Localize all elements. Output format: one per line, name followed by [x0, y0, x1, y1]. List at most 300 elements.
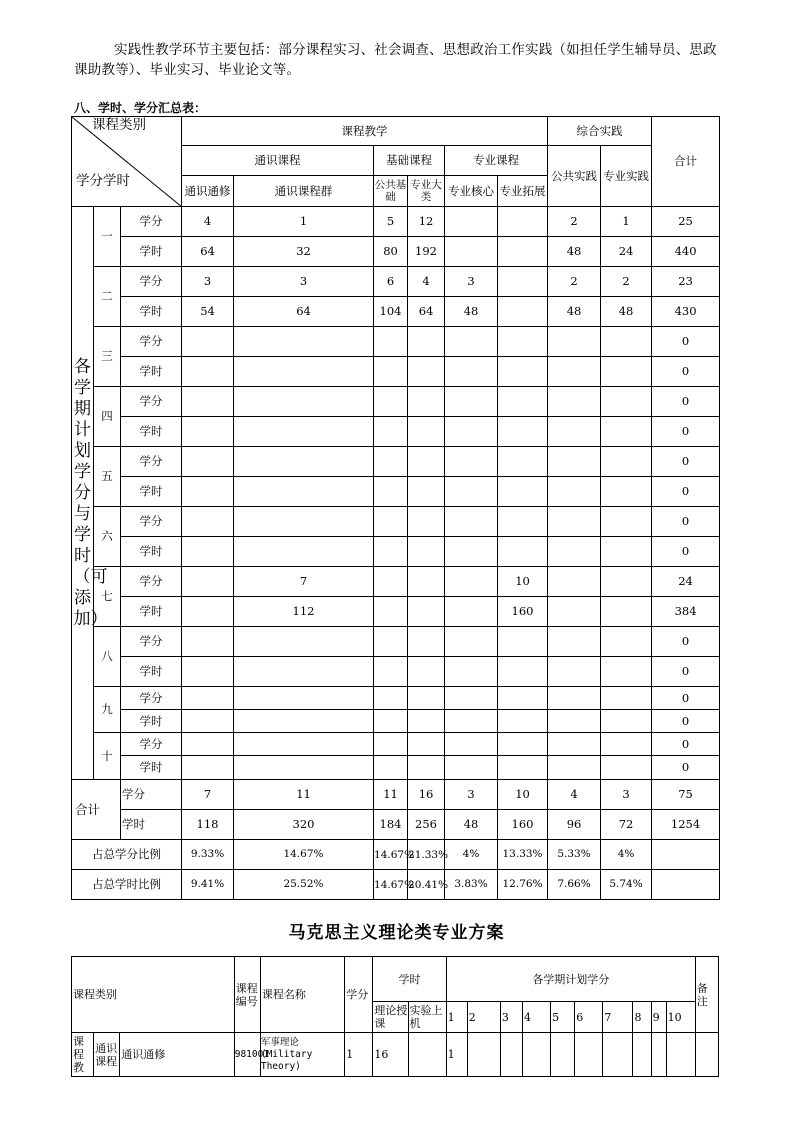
total-cell-major-category: 16	[408, 780, 445, 810]
semester-name: 一	[94, 207, 121, 267]
cell-public-practice	[548, 477, 601, 507]
ratio-cell-total	[652, 840, 720, 870]
header-public-practice: 公共实践	[548, 146, 601, 207]
ratio-cell-public-practice: 5.33%	[548, 840, 601, 870]
plan-remark	[695, 1033, 718, 1077]
cell-total: 0	[652, 687, 720, 710]
cell-general-required	[182, 567, 234, 597]
cell-total: 384	[652, 597, 720, 627]
cell-general-group: 112	[234, 597, 374, 627]
hour-ratio-label: 占总学时比例	[72, 870, 182, 900]
cell-major-category	[408, 417, 445, 447]
ratio-cell-major-extend: 13.33%	[498, 840, 548, 870]
cell-total: 23	[652, 267, 720, 297]
cell-public-practice	[548, 417, 601, 447]
cell-public-practice	[548, 387, 601, 417]
cell-public-basic	[374, 327, 408, 357]
credit-label: 学分	[121, 207, 182, 237]
cell-general-required	[182, 733, 234, 756]
cell-public-basic: 5	[374, 207, 408, 237]
cell-major-category	[408, 327, 445, 357]
cell-major-practice	[601, 657, 652, 687]
semester-name: 八	[94, 627, 121, 687]
plan-cat3: 通识通修	[120, 1033, 235, 1077]
credit-ratio-row	[72, 840, 720, 870]
header-general-courses: 通识课程	[182, 146, 374, 176]
cell-total: 0	[652, 733, 720, 756]
cell-public-practice	[548, 657, 601, 687]
semester-3-hour-row	[72, 357, 720, 387]
side-label-cell	[72, 207, 108, 780]
cell-major-category: 192	[408, 237, 445, 267]
cell-total: 0	[652, 627, 720, 657]
cell-general-group	[234, 327, 374, 357]
cell-general-required: 64	[182, 237, 234, 267]
hour-label: 学时	[121, 810, 182, 840]
plan-semester-1: 1	[446, 1002, 467, 1033]
header-course-teaching: 课程教学	[182, 117, 548, 146]
header-general-required: 通识通修	[182, 176, 234, 207]
total-hour-row	[72, 810, 720, 840]
total-cell-major-core: 48	[445, 810, 498, 840]
cell-general-required	[182, 756, 234, 780]
plan-credit: 1	[345, 1033, 373, 1077]
cell-general-group	[234, 627, 374, 657]
cell-public-basic: 6	[374, 267, 408, 297]
cell-major-core	[445, 507, 498, 537]
cell-major-category: 12	[408, 207, 445, 237]
cell-major-category: 64	[408, 297, 445, 327]
semester-name: 二	[94, 267, 121, 327]
cell-general-group	[234, 657, 374, 687]
cell-major-core	[445, 627, 498, 657]
credit-label: 学分	[121, 567, 182, 597]
plan-s7	[603, 1033, 633, 1077]
cell-general-required	[182, 417, 234, 447]
cell-major-extend	[498, 733, 548, 756]
ratio-cell-major-category: 21.33%	[408, 840, 445, 870]
plan-header-hours: 学时	[373, 957, 446, 1002]
total-cell-total: 1254	[652, 810, 720, 840]
ratio-cell-major-core: 4%	[445, 840, 498, 870]
cell-general-group: 7	[234, 567, 374, 597]
cell-public-basic	[374, 447, 408, 477]
total-cell-general-required: 118	[182, 810, 234, 840]
cell-public-basic	[374, 477, 408, 507]
ratio-cell-public-practice: 7.66%	[548, 870, 601, 900]
cell-major-extend	[498, 507, 548, 537]
hour-label: 学时	[121, 657, 182, 687]
header-basic-courses: 基础课程	[374, 146, 445, 176]
cell-major-extend: 160	[498, 597, 548, 627]
header-major-category: 专业大类	[408, 176, 445, 207]
plan-header-credit: 学分	[345, 957, 373, 1033]
semester-8-credit-row	[72, 627, 720, 657]
cell-public-practice	[548, 733, 601, 756]
summary-table	[71, 116, 720, 900]
cell-major-category	[408, 507, 445, 537]
cell-public-practice	[548, 537, 601, 567]
semester-6-credit-row	[72, 507, 720, 537]
ratio-cell-public-basic: 14.67%	[374, 840, 408, 870]
cell-general-group	[234, 417, 374, 447]
semester-name: 十	[94, 733, 121, 780]
cell-major-practice	[601, 417, 652, 447]
cell-total: 0	[652, 537, 720, 567]
cell-total: 440	[652, 237, 720, 267]
ratio-cell-major-practice: 4%	[601, 840, 652, 870]
cell-major-extend	[498, 710, 548, 733]
cell-major-core	[445, 477, 498, 507]
plan-semester-5: 5	[551, 1002, 575, 1033]
cell-major-core	[445, 537, 498, 567]
cell-major-core	[445, 237, 498, 267]
cell-public-basic	[374, 657, 408, 687]
semester-5-credit-row	[72, 447, 720, 477]
cell-major-practice	[601, 627, 652, 657]
semester-9-credit-row	[72, 687, 720, 710]
cell-public-basic	[374, 597, 408, 627]
hour-label: 学时	[121, 477, 182, 507]
credit-label: 学分	[121, 387, 182, 417]
cell-total: 0	[652, 447, 720, 477]
cell-total: 0	[652, 327, 720, 357]
cell-major-core	[445, 387, 498, 417]
ratio-cell-general-required: 9.33%	[182, 840, 234, 870]
ratio-cell-public-basic: 14.67%	[374, 870, 408, 900]
cell-major-core	[445, 710, 498, 733]
cell-major-practice	[601, 327, 652, 357]
plan-header-semester-credits: 各学期计划学分	[446, 957, 695, 1002]
cell-major-practice	[601, 477, 652, 507]
cell-public-practice	[548, 357, 601, 387]
corner-bottom-label: 学分学时	[76, 173, 130, 189]
plan-s10	[666, 1033, 695, 1077]
header-public-basic: 公共基础	[374, 176, 408, 207]
credit-label: 学分	[121, 267, 182, 297]
cell-public-basic: 104	[374, 297, 408, 327]
cell-total: 0	[652, 657, 720, 687]
semester-6-hour-row	[72, 537, 720, 567]
cell-public-practice: 2	[548, 267, 601, 297]
plan-cat1: 课程教	[72, 1033, 94, 1077]
section-title: 八、学时、学分汇总表：	[74, 101, 207, 115]
total-cell-general-group: 320	[234, 810, 374, 840]
semester-1-credit-row	[72, 207, 720, 237]
plan-semester-9: 9	[651, 1002, 666, 1033]
plan-semester-6: 6	[575, 1002, 603, 1033]
cell-public-basic	[374, 627, 408, 657]
semester-4-credit-row	[72, 387, 720, 417]
cell-public-practice	[548, 756, 601, 780]
cell-major-practice	[601, 537, 652, 567]
cell-major-category: 4	[408, 267, 445, 297]
cell-total: 0	[652, 357, 720, 387]
cell-major-extend	[498, 477, 548, 507]
cell-general-required: 4	[182, 207, 234, 237]
corner-top-label: 课程类别	[92, 117, 146, 133]
plan-header-lab: 实验上机	[408, 1002, 446, 1033]
cell-public-basic	[374, 537, 408, 567]
cell-general-group	[234, 710, 374, 733]
hour-label: 学时	[121, 756, 182, 780]
semester-name: 九	[94, 687, 121, 733]
cell-general-required	[182, 537, 234, 567]
total-cell-public-practice: 4	[548, 780, 601, 810]
semester-name: 七	[94, 567, 121, 627]
cell-major-core	[445, 567, 498, 597]
cell-general-required	[182, 507, 234, 537]
plan-s4	[523, 1033, 551, 1077]
credit-label: 学分	[121, 507, 182, 537]
plan-header-theory: 理论授课	[373, 1002, 408, 1033]
plan-cat2: 通识课程	[94, 1033, 120, 1077]
header-major-extend: 专业拓展	[498, 176, 548, 207]
corner-header-cell	[72, 117, 182, 207]
cell-total: 25	[652, 207, 720, 237]
cell-general-required	[182, 627, 234, 657]
plan-semester-8: 8	[633, 1002, 651, 1033]
cell-public-basic	[374, 567, 408, 597]
cell-public-basic	[374, 710, 408, 733]
cell-major-extend	[498, 447, 548, 477]
cell-major-extend	[498, 327, 548, 357]
hour-label: 学时	[121, 417, 182, 447]
cell-public-practice	[548, 507, 601, 537]
cell-major-core: 48	[445, 297, 498, 327]
header-comprehensive-practice: 综合实践	[548, 117, 652, 146]
cell-major-practice: 48	[601, 297, 652, 327]
semester-5-hour-row	[72, 477, 720, 507]
cell-major-core	[445, 687, 498, 710]
ratio-cell-major-core: 3.83%	[445, 870, 498, 900]
cell-public-basic	[374, 507, 408, 537]
semester-10-credit-row	[72, 733, 720, 756]
cell-total: 24	[652, 567, 720, 597]
cell-general-group: 64	[234, 297, 374, 327]
ratio-cell-major-extend: 12.76%	[498, 870, 548, 900]
header-major-practice: 专业实践	[601, 146, 652, 207]
semester-1-hour-row	[72, 237, 720, 267]
cell-total: 0	[652, 477, 720, 507]
cell-major-core	[445, 207, 498, 237]
plan-semester-4: 4	[523, 1002, 551, 1033]
header-total: 合计	[652, 117, 720, 207]
cell-major-core	[445, 657, 498, 687]
cell-major-extend	[498, 657, 548, 687]
plan-semester-3: 3	[500, 1002, 522, 1033]
cell-general-group	[234, 387, 374, 417]
header-general-group: 通识课程群	[234, 176, 374, 207]
cell-general-group	[234, 507, 374, 537]
ratio-cell-major-category: 20.41%	[408, 870, 445, 900]
semester-name: 六	[94, 507, 121, 567]
cell-general-required	[182, 447, 234, 477]
cell-major-practice	[601, 387, 652, 417]
credit-label: 学分	[121, 447, 182, 477]
cell-general-group	[234, 733, 374, 756]
semester-name: 五	[94, 447, 121, 507]
cell-public-basic	[374, 357, 408, 387]
cell-major-core	[445, 357, 498, 387]
ratio-cell-general-group: 14.67%	[234, 840, 374, 870]
total-cell-total: 75	[652, 780, 720, 810]
credit-label: 学分	[121, 733, 182, 756]
cell-major-category	[408, 597, 445, 627]
plan-header-category: 课程类别	[72, 957, 235, 1033]
cell-public-practice	[548, 567, 601, 597]
cell-major-category	[408, 756, 445, 780]
cell-major-core	[445, 756, 498, 780]
cell-major-category	[408, 567, 445, 597]
plan-semester-2: 2	[467, 1002, 500, 1033]
cell-public-practice: 48	[548, 297, 601, 327]
total-cell-public-basic: 11	[374, 780, 408, 810]
plan-header-name: 课程名称	[260, 957, 344, 1033]
cell-public-basic	[374, 417, 408, 447]
cell-public-basic	[374, 733, 408, 756]
total-cell-major-practice: 72	[601, 810, 652, 840]
total-label: 合计	[72, 780, 121, 840]
cell-major-practice	[601, 357, 652, 387]
plan-title: 马克思主义理论类专业方案	[288, 923, 505, 943]
cell-major-practice	[601, 687, 652, 710]
cell-general-required: 3	[182, 267, 234, 297]
plan-header-remark: 备注	[695, 957, 718, 1033]
cell-major-extend	[498, 687, 548, 710]
cell-public-basic: 80	[374, 237, 408, 267]
cell-major-practice: 1	[601, 207, 652, 237]
cell-major-category	[408, 733, 445, 756]
plan-code: 981001	[234, 1033, 260, 1077]
cell-general-required	[182, 657, 234, 687]
cell-total: 0	[652, 756, 720, 780]
cell-major-extend	[498, 297, 548, 327]
ratio-cell-general-required: 9.41%	[182, 870, 234, 900]
plan-theory: 16	[373, 1033, 408, 1077]
cell-general-group	[234, 537, 374, 567]
semester-10-hour-row	[72, 756, 720, 780]
cell-general-required	[182, 710, 234, 733]
semester-name: 三	[94, 327, 121, 387]
cell-general-required	[182, 387, 234, 417]
plan-s5	[551, 1033, 575, 1077]
cell-general-required	[182, 477, 234, 507]
cell-major-practice	[601, 507, 652, 537]
credit-label: 学分	[121, 327, 182, 357]
cell-major-extend	[498, 627, 548, 657]
hour-label: 学时	[121, 297, 182, 327]
cell-general-required	[182, 597, 234, 627]
semester-2-credit-row	[72, 267, 720, 297]
cell-major-extend	[498, 237, 548, 267]
cell-general-group	[234, 687, 374, 710]
header-major-courses: 专业课程	[445, 146, 548, 176]
plan-course-name: 军事理论(Military Theory)	[260, 1033, 344, 1077]
credit-ratio-label: 占总学分比例	[72, 840, 182, 870]
cell-major-core	[445, 327, 498, 357]
cell-major-extend	[498, 537, 548, 567]
semester-8-hour-row	[72, 657, 720, 687]
cell-major-extend	[498, 756, 548, 780]
cell-major-category	[408, 357, 445, 387]
hour-label: 学时	[121, 537, 182, 567]
total-cell-major-category: 256	[408, 810, 445, 840]
total-cell-public-basic: 184	[374, 810, 408, 840]
total-cell-major-extend: 160	[498, 810, 548, 840]
cell-general-required	[182, 687, 234, 710]
cell-general-required: 54	[182, 297, 234, 327]
semester-7-credit-row	[72, 567, 720, 597]
semester-name: 四	[94, 387, 121, 447]
semester-7-hour-row	[72, 597, 720, 627]
cell-major-category	[408, 627, 445, 657]
cell-public-practice: 2	[548, 207, 601, 237]
cell-major-practice	[601, 710, 652, 733]
cell-major-category	[408, 710, 445, 733]
cell-total: 0	[652, 417, 720, 447]
ratio-cell-major-practice: 5.74%	[601, 870, 652, 900]
cell-general-required	[182, 357, 234, 387]
intro-paragraph: 实践性教学环节主要包括：部分课程实习、社会调查、思想政治工作实践（如担任学生辅导员、思政课助教等）、毕业实习、毕业论文等。	[74, 42, 717, 78]
plan-s8	[633, 1033, 651, 1077]
cell-general-group: 32	[234, 237, 374, 267]
cell-major-extend	[498, 417, 548, 447]
plan-s6	[575, 1033, 603, 1077]
cell-major-extend	[498, 267, 548, 297]
cell-general-group: 1	[234, 207, 374, 237]
cell-public-practice	[548, 447, 601, 477]
plan-s1: 1	[446, 1033, 467, 1077]
cell-major-extend	[498, 387, 548, 417]
total-cell-major-core: 3	[445, 780, 498, 810]
cell-public-basic	[374, 687, 408, 710]
cell-major-practice: 24	[601, 237, 652, 267]
hour-label: 学时	[121, 597, 182, 627]
cell-public-practice	[548, 710, 601, 733]
cell-general-group	[234, 477, 374, 507]
total-cell-major-extend: 10	[498, 780, 548, 810]
plan-lab	[408, 1033, 446, 1077]
cell-major-practice	[601, 733, 652, 756]
cell-public-basic	[374, 387, 408, 417]
cell-major-practice	[601, 756, 652, 780]
ratio-cell-total	[652, 870, 720, 900]
cell-public-practice: 48	[548, 237, 601, 267]
cell-major-practice	[601, 597, 652, 627]
cell-public-practice	[548, 327, 601, 357]
cell-major-practice	[601, 447, 652, 477]
header-major-core: 专业核心	[445, 176, 498, 207]
side-label: 各学期计划学分与学时（可添加）	[73, 356, 108, 629]
cell-major-core	[445, 733, 498, 756]
cell-general-group	[234, 357, 374, 387]
cell-major-category	[408, 387, 445, 417]
cell-major-extend: 10	[498, 567, 548, 597]
plan-semester-7: 7	[603, 1002, 633, 1033]
semester-4-hour-row	[72, 417, 720, 447]
cell-major-core	[445, 597, 498, 627]
cell-major-category	[408, 477, 445, 507]
cell-general-required	[182, 327, 234, 357]
cell-major-practice: 2	[601, 267, 652, 297]
total-credit-row	[72, 780, 720, 810]
cell-major-category	[408, 657, 445, 687]
plan-row	[72, 1033, 719, 1077]
total-cell-major-practice: 3	[601, 780, 652, 810]
cell-public-basic	[374, 756, 408, 780]
semester-2-hour-row	[72, 297, 720, 327]
